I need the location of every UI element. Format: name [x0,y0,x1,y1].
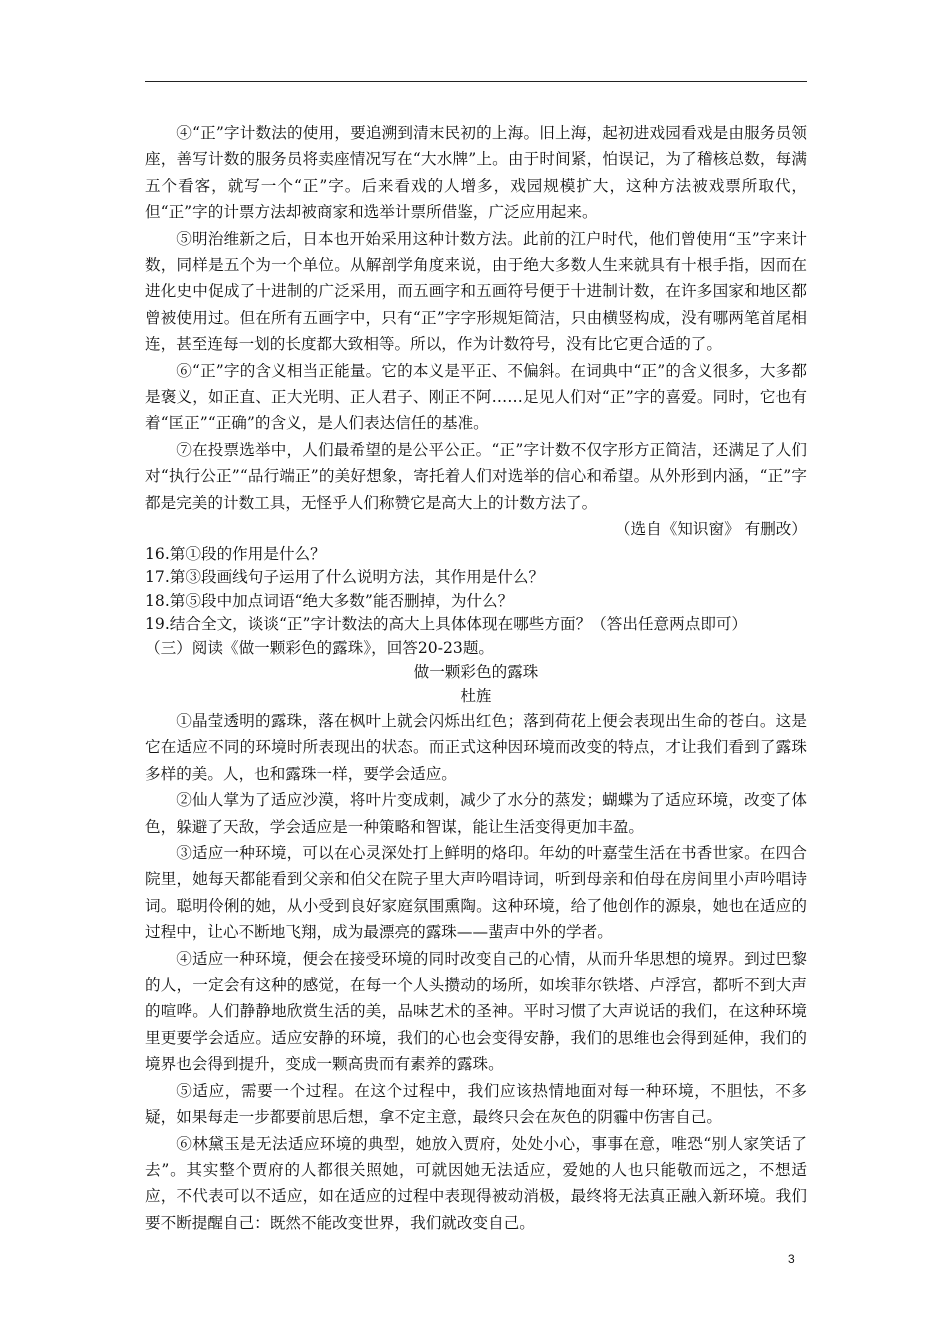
question-16: 16.第①段的作用是什么？ [145,544,326,563]
passage1-paragraph: ⑥“正”字的含义相当正能量。它的本义是平正、不偏斜。在词典中“正”的含义很多，大多都是褒义，如正直、正大光明、正人君子、刚正不阿……足见人们对“正”字的喜爱。同时，它也有着“匡正”“正确”的含义，是人们表达信任的基准。 [145,361,807,433]
passage2-paragraph: ②仙人掌为了适应沙漠，将叶片变成刺，减少了水分的蒸发；蝴蝶为了适应环境，改变了体色，躲避了天敌，学会适应是一种策略和智谋，能让生活变得更加丰盈。 [145,791,807,836]
passage2-paragraph: ⑥林黛玉是无法适应环境的典型，她放入贾府，处处小心，事事在意，唯恐“别人家笑话了去”。其实整个贾府的人都很关照她，可就因她无法适应，爱她的人也只能敬而远之，不想适应，不代表可以不适应，如在适应的过程中表现得被动消极，最终将无法真正融入新环境。我们要不断提醒自己：既然不能改变世界，我们就改变自己。 [145,1134,807,1232]
section-intro: （三）阅读《做一颗彩色的露珠》，回答20-23题。 [145,638,495,657]
page-number: 3 [788,1252,795,1266]
passage2-paragraph: ⑤适应，需要一个过程。在这个过程中，我们应该热情地面对每一种环境，不胆怯，不多疑，如果每走一步都要前思后想，拿不定主意，最终只会在灰色的阴霾中伤害自己。 [145,1081,807,1127]
passage1-paragraph: ⑤明治维新之后，日本也开始采用这种计数方法。此前的江户时代，他们曾使用“玉”字来计数，同样是五个为一个单位。从解剖学角度来说，由于绝大多数人生来就具有十根手指，因而在进化史中促成了十进制的广泛采用，而五画字和五画符号便于十进制计数，在许多国家和地区都曾被使用过。但在所有五画字中，只有“正”字字形规矩简洁，只由横竖构成，没有哪两笔首尾相连，甚至连每一划的长度都大致相等。所以，作为计数符号，没有比它更合适的了。 [145,229,807,354]
question-17: 17.第③段画线句子运用了什么说明方法，其作用是什么？ [145,568,545,586]
question-19: 19.结合全文，谈谈“正”字计数法的高大上具体体现在哪些方面？（答出任意两点即可） [145,615,748,633]
article-author: 杜旌 [460,687,492,705]
question-18: 18.第⑤段中加点词语“绝大多数”能否删掉，为什么？ [145,591,514,610]
passage2-paragraph: ①晶莹透明的露珠，落在枫叶上就会闪烁出红色；落到荷花上便会表现出生命的苍白。这是它在适应不同的环境时所表现出的状态。而正式这种因环境而改变的特点，才让我们看到了露珠多样的美。人，也和露珠一样，要学会适应。 [145,712,807,783]
source-note: （选自《知识窗》 有删改） [614,520,807,539]
article-title: 做一颗彩色的露珠 [413,663,539,681]
passage1-paragraph: ⑦在投票选举中，人们最希望的是公平公正。“正”字计数不仅字形方正简洁，还满足了人们对“执行公正”“品行端正”的美好想象，寄托着人们对选举的信心和希望。从外形到内涵，“正”字都是完美的计数工具，无怪乎人们称赞它是高大上的计数方法了。 [145,440,807,512]
header-rule [145,81,807,82]
passage1-paragraph: ④“正”字计数法的使用，要追溯到清末民初的上海。旧上海，起初进戏园看戏是由服务员领座，善写计数的服务员将卖座情况写在“大水牌”上。由于时间紧，怕误记，为了稽核总数，每满五个看客，就写一个“正”字。后来看戏的人增多，戏园规模扩大，这种方法被戏票所取代，但“正”字的计票方法却被商家和选举计票所借鉴，广泛应用起来。 [145,124,807,222]
passage2-paragraph: ③适应一种环境，可以在心灵深处打上鲜明的烙印。年幼的叶嘉莹生活在书香世家。在四合院里，她每天都能看到父亲和伯父在院子里大声吟唱诗词，听到母亲和伯母在房间里小声吟唱诗词。聪明伶俐的她，从小受到良好家庭氛围熏陶。这种环境，给了他创作的源泉，她也在适应的过程中，让心不断地飞翔，成为最漂亮的露珠——蜚声中外的学者。 [145,844,807,942]
passage2-paragraph: ④适应一种环境，便会在接受环境的同时改变自己的心情，从而升华思想的境界。到过巴黎的人，一定会有这种的感觉，在每一个人头攒动的场所，如埃菲尔铁塔、卢浮宫，都听不到大声的喧哗。人们静静地欣赏生活的美，品味艺术的圣神。平时习惯了大声说话的我们，在这种环境里更要学会适应。适应安静的环境，我们的心也会变得安静，我们的思维也会得到延伸，我们的境界也会得到提升，变成一颗高贵而有素养的露珠。 [145,949,807,1074]
page-content [145,120,807,1236]
